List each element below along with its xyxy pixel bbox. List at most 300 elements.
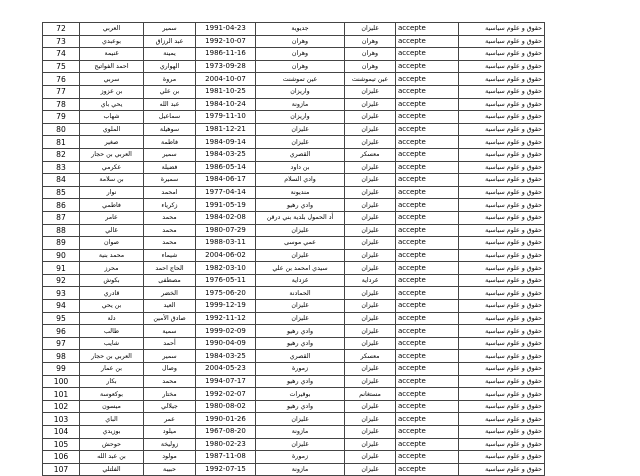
status-cell: accepte (396, 388, 459, 401)
wilaya-cell: غليزان (345, 136, 396, 149)
status-cell: accepte (396, 224, 459, 237)
wilaya-cell: وهران (345, 48, 396, 61)
row-number-cell: 76 (43, 73, 80, 86)
first-name-cell: زوليخة (144, 438, 196, 451)
specialty-cell: حقوق و علوم سياسية (459, 262, 545, 275)
last-name-cell: شهاب (80, 111, 144, 124)
specialty-cell: حقوق و علوم سياسية (459, 337, 545, 350)
specialty-cell: حقوق و علوم سياسية (459, 35, 545, 48)
table-row (43, 161, 545, 174)
wilaya-cell: غليزان (345, 237, 396, 250)
table-row (43, 48, 545, 61)
wilaya-cell: غليزان (345, 300, 396, 313)
table-row (43, 136, 545, 149)
last-name-cell: بن عزوز (80, 85, 144, 98)
row-number-cell: 100 (43, 375, 80, 388)
birth-place-cell: غليزان (256, 312, 345, 325)
status-cell: accepte (396, 325, 459, 338)
birth-date-cell: 1994-07-17 (196, 375, 256, 388)
status-cell: accepte (396, 237, 459, 250)
first-name-cell: سماعيل (144, 111, 196, 124)
status-cell: accepte (396, 312, 459, 325)
specialty-cell: حقوق و علوم سياسية (459, 73, 545, 86)
wilaya-cell: غليزان (345, 85, 396, 98)
wilaya-cell: غليزان (345, 262, 396, 275)
specialty-cell: حقوق و علوم سياسية (459, 451, 545, 464)
first-name-cell: سمير (144, 148, 196, 161)
row-number-cell: 83 (43, 161, 80, 174)
birth-place-cell: غليزان (256, 413, 345, 426)
table-row (43, 211, 545, 224)
birth-date-cell: 1977-04-14 (196, 186, 256, 199)
table-row (43, 23, 545, 36)
row-number-cell: 94 (43, 300, 80, 313)
table-row (43, 237, 545, 250)
table-row (43, 148, 545, 161)
table-row (43, 60, 545, 73)
first-name-cell: مختار (144, 388, 196, 401)
last-name-cell: صوان (80, 237, 144, 250)
specialty-cell: حقوق و علوم سياسية (459, 426, 545, 439)
first-name-cell: محمد (144, 375, 196, 388)
birth-date-cell: 1984-02-08 (196, 211, 256, 224)
specialty-cell: حقوق و علوم سياسية (459, 123, 545, 136)
wilaya-cell: غليزان (345, 363, 396, 376)
first-name-cell: صادق الأمين (144, 312, 196, 325)
birth-date-cell: 1987-11-08 (196, 451, 256, 464)
birth-date-cell: 1999-12-19 (196, 300, 256, 313)
table-row (43, 111, 545, 124)
birth-place-cell: عين تموشنت (256, 73, 345, 86)
birth-date-cell: 2004-10-07 (196, 73, 256, 86)
table-row (43, 400, 545, 413)
status-cell: accepte (396, 211, 459, 224)
last-name-cell: بوعبدي (80, 35, 144, 48)
table-row (43, 451, 545, 464)
birth-place-cell: وهران (256, 60, 345, 73)
first-name-cell: محمد (144, 237, 196, 250)
wilaya-cell: وهران (345, 60, 396, 73)
last-name-cell: دلة (80, 312, 144, 325)
last-name-cell: بوكعوسة (80, 388, 144, 401)
wilaya-cell: غليزان (345, 337, 396, 350)
status-cell: accepte (396, 274, 459, 287)
status-cell: accepte (396, 451, 459, 464)
specialty-cell: حقوق و علوم سياسية (459, 350, 545, 363)
first-name-cell: الهواري (144, 60, 196, 73)
birth-place-cell: جديوية (256, 23, 345, 36)
birth-place-cell: مازونة (256, 463, 345, 476)
first-name-cell: عبد الله (144, 98, 196, 111)
birth-date-cell: 1992-02-07 (196, 388, 256, 401)
status-cell: accepte (396, 111, 459, 124)
specialty-cell: حقوق و علوم سياسية (459, 413, 545, 426)
first-name-cell: سمية (144, 325, 196, 338)
birth-place-cell: القصري (256, 350, 345, 363)
status-cell: accepte (396, 413, 459, 426)
row-number-cell: 103 (43, 413, 80, 426)
row-number-cell: 95 (43, 312, 80, 325)
status-cell: accepte (396, 136, 459, 149)
row-number-cell: 105 (43, 438, 80, 451)
row-number-cell: 106 (43, 451, 80, 464)
wilaya-cell: عين تيموشنت (345, 73, 396, 86)
status-cell: accepte (396, 438, 459, 451)
birth-place-cell: سيدي امحمد بن علي (256, 262, 345, 275)
last-name-cell: بوزيدي (80, 426, 144, 439)
table-row (43, 73, 545, 86)
last-name-cell: العربي (80, 23, 144, 36)
last-name-cell: طالب (80, 325, 144, 338)
birth-place-cell: وادي رهيو (256, 400, 345, 413)
last-name-cell: شايب (80, 337, 144, 350)
row-number-cell: 78 (43, 98, 80, 111)
specialty-cell: حقوق و علوم سياسية (459, 375, 545, 388)
birth-place-cell: الحمادنة (256, 287, 345, 300)
row-number-cell: 85 (43, 186, 80, 199)
row-number-cell: 101 (43, 388, 80, 401)
birth-place-cell: أد الحمول بلدية بني درقن (256, 211, 345, 224)
last-name-cell: بن سلامة (80, 174, 144, 187)
results-table (42, 22, 545, 476)
birth-date-cell: 1980-07-29 (196, 224, 256, 237)
specialty-cell: حقوق و علوم سياسية (459, 174, 545, 187)
status-cell: accepte (396, 148, 459, 161)
first-name-cell: مصطفى (144, 274, 196, 287)
first-name-cell: شيماء (144, 249, 196, 262)
birth-place-cell: بن داود (256, 161, 345, 174)
table-row (43, 388, 545, 401)
first-name-cell: العيد (144, 300, 196, 313)
row-number-cell: 73 (43, 35, 80, 48)
birth-date-cell: 1984-10-24 (196, 98, 256, 111)
wilaya-cell: غليزان (345, 211, 396, 224)
birth-date-cell: 1999-02-09 (196, 325, 256, 338)
wilaya-cell: غليزان (345, 375, 396, 388)
wilaya-cell: معسكر (345, 350, 396, 363)
specialty-cell: حقوق و علوم سياسية (459, 300, 545, 313)
table-row (43, 337, 545, 350)
last-name-cell: بكار (80, 375, 144, 388)
table-row (43, 123, 545, 136)
status-cell: accepte (396, 350, 459, 363)
birth-date-cell: 1984-03-25 (196, 148, 256, 161)
last-name-cell: الباي (80, 413, 144, 426)
wilaya-cell: غليزان (345, 249, 396, 262)
table-row (43, 35, 545, 48)
specialty-cell: حقوق و علوم سياسية (459, 237, 545, 250)
specialty-cell: حقوق و علوم سياسية (459, 85, 545, 98)
table-row (43, 174, 545, 187)
birth-date-cell: 1984-03-25 (196, 350, 256, 363)
row-number-cell: 104 (43, 426, 80, 439)
status-cell: accepte (396, 60, 459, 73)
birth-date-cell: 1991-04-23 (196, 23, 256, 36)
birth-date-cell: 1982-03-10 (196, 262, 256, 275)
first-name-cell: بن علي (144, 85, 196, 98)
specialty-cell: حقوق و علوم سياسية (459, 186, 545, 199)
birth-place-cell: وادي رهيو (256, 199, 345, 212)
last-name-cell: قادري (80, 287, 144, 300)
birth-place-cell: وادي رهيو (256, 337, 345, 350)
row-number-cell: 79 (43, 111, 80, 124)
status-cell: accepte (396, 262, 459, 275)
specialty-cell: حقوق و علوم سياسية (459, 363, 545, 376)
row-number-cell: 81 (43, 136, 80, 149)
birth-date-cell: 1988-03-11 (196, 237, 256, 250)
first-name-cell: وصال (144, 363, 196, 376)
birth-place-cell: غليزان (256, 136, 345, 149)
wilaya-cell: غليزان (345, 325, 396, 338)
table-row (43, 463, 545, 476)
status-cell: accepte (396, 174, 459, 187)
last-name-cell: عامر (80, 211, 144, 224)
birth-place-cell: مازونة (256, 426, 345, 439)
table-row (43, 363, 545, 376)
birth-place-cell: غليزان (256, 300, 345, 313)
specialty-cell: حقوق و علوم سياسية (459, 161, 545, 174)
wilaya-cell: غليزان (345, 413, 396, 426)
birth-place-cell: غليزان (256, 224, 345, 237)
table-row (43, 325, 545, 338)
row-number-cell: 107 (43, 463, 80, 476)
first-name-cell: أحمد (144, 337, 196, 350)
birth-date-cell: 1992-11-12 (196, 312, 256, 325)
status-cell: accepte (396, 400, 459, 413)
birth-date-cell: 1984-06-17 (196, 174, 256, 187)
row-number-cell: 84 (43, 174, 80, 187)
specialty-cell: حقوق و علوم سياسية (459, 224, 545, 237)
birth-date-cell: 1981-10-25 (196, 85, 256, 98)
wilaya-cell: غليزان (345, 174, 396, 187)
birth-place-cell: وادي رهيو (256, 325, 345, 338)
table-row (43, 98, 545, 111)
last-name-cell: الفلتلي (80, 463, 144, 476)
wilaya-cell: غليزان (345, 426, 396, 439)
last-name-cell: فاطمي (80, 199, 144, 212)
first-name-cell: عمر (144, 413, 196, 426)
row-number-cell: 96 (43, 325, 80, 338)
last-name-cell: صغير (80, 136, 144, 149)
birth-date-cell: 1979-11-10 (196, 111, 256, 124)
first-name-cell: زكرياء (144, 199, 196, 212)
specialty-cell: حقوق و علوم سياسية (459, 274, 545, 287)
table-row (43, 262, 545, 275)
table-row (43, 274, 545, 287)
birth-date-cell: 1981-12-21 (196, 123, 256, 136)
row-number-cell: 91 (43, 262, 80, 275)
wilaya-cell: غليزان (345, 23, 396, 36)
specialty-cell: حقوق و علوم سياسية (459, 98, 545, 111)
first-name-cell: الحاج احمد (144, 262, 196, 275)
birth-place-cell: غليزان (256, 123, 345, 136)
birth-place-cell: مازونة (256, 98, 345, 111)
row-number-cell: 88 (43, 224, 80, 237)
status-cell: accepte (396, 249, 459, 262)
specialty-cell: حقوق و علوم سياسية (459, 287, 545, 300)
table-row (43, 413, 545, 426)
birth-place-cell: بوقيرات (256, 388, 345, 401)
table-row (43, 438, 545, 451)
specialty-cell: حقوق و علوم سياسية (459, 325, 545, 338)
birth-place-cell: وادي رهيو (256, 375, 345, 388)
birth-place-cell: غليزان (256, 438, 345, 451)
last-name-cell: بكوش (80, 274, 144, 287)
last-name-cell: غالي (80, 224, 144, 237)
row-number-cell: 80 (43, 123, 80, 136)
status-cell: accepte (396, 363, 459, 376)
row-number-cell: 93 (43, 287, 80, 300)
wilaya-cell: وهران (345, 35, 396, 48)
last-name-cell: ميسون (80, 400, 144, 413)
status-cell: accepte (396, 375, 459, 388)
status-cell: accepte (396, 85, 459, 98)
table-row (43, 287, 545, 300)
first-name-cell: الخضر (144, 287, 196, 300)
specialty-cell: حقوق و علوم سياسية (459, 199, 545, 212)
row-number-cell: 77 (43, 85, 80, 98)
table-row (43, 300, 545, 313)
first-name-cell: مروة (144, 73, 196, 86)
specialty-cell: حقوق و علوم سياسية (459, 249, 545, 262)
birth-date-cell: 1991-05-19 (196, 199, 256, 212)
status-cell: accepte (396, 186, 459, 199)
specialty-cell: حقوق و علوم سياسية (459, 400, 545, 413)
birth-date-cell: 1990-04-09 (196, 337, 256, 350)
birth-date-cell: 1967-08-20 (196, 426, 256, 439)
last-name-cell: عكرمي (80, 161, 144, 174)
first-name-cell: فضيلة (144, 161, 196, 174)
specialty-cell: حقوق و علوم سياسية (459, 111, 545, 124)
wilaya-cell: غليزان (345, 123, 396, 136)
birth-place-cell: عمي موسى (256, 237, 345, 250)
wilaya-cell: غليزان (345, 199, 396, 212)
last-name-cell: غنيمة (80, 48, 144, 61)
last-name-cell: محمد بنية (80, 249, 144, 262)
birth-date-cell: 2004-06-02 (196, 249, 256, 262)
birth-date-cell: 1975-06-20 (196, 287, 256, 300)
birth-place-cell: زمورة (256, 363, 345, 376)
birth-place-cell: منديونة (256, 186, 345, 199)
wilaya-cell: غليزان (345, 98, 396, 111)
wilaya-cell: غليزان (345, 312, 396, 325)
row-number-cell: 82 (43, 148, 80, 161)
birth-place-cell: زمورة (256, 451, 345, 464)
last-name-cell: نوار (80, 186, 144, 199)
first-name-cell: يمينة (144, 48, 196, 61)
last-name-cell: العربي بن حجار (80, 350, 144, 363)
first-name-cell: سمير (144, 23, 196, 36)
birth-place-cell: القصري (256, 148, 345, 161)
birth-place-cell: وهران (256, 48, 345, 61)
status-cell: accepte (396, 48, 459, 61)
specialty-cell: حقوق و علوم سياسية (459, 388, 545, 401)
birth-place-cell: غزداية (256, 274, 345, 287)
row-number-cell: 97 (43, 337, 80, 350)
first-name-cell: محمد (144, 211, 196, 224)
birth-place-cell: غليزان (256, 249, 345, 262)
last-name-cell: بن عمار (80, 363, 144, 376)
last-name-cell: العربي بن حجار (80, 148, 144, 161)
table-row (43, 350, 545, 363)
specialty-cell: حقوق و علوم سياسية (459, 60, 545, 73)
table-row (43, 312, 545, 325)
birth-date-cell: 1986-05-14 (196, 161, 256, 174)
wilaya-cell: غليزان (345, 287, 396, 300)
birth-place-cell: واريزان (256, 85, 345, 98)
last-name-cell: بن عبد الله (80, 451, 144, 464)
status-cell: accepte (396, 300, 459, 313)
wilaya-cell: غليزان (345, 463, 396, 476)
wilaya-cell: غليزان (345, 451, 396, 464)
birth-date-cell: 1992-07-15 (196, 463, 256, 476)
last-name-cell: سربي (80, 73, 144, 86)
row-number-cell: 98 (43, 350, 80, 363)
table-row (43, 426, 545, 439)
wilaya-cell: غرداية (345, 274, 396, 287)
status-cell: accepte (396, 287, 459, 300)
specialty-cell: حقوق و علوم سياسية (459, 148, 545, 161)
status-cell: accepte (396, 426, 459, 439)
wilaya-cell: غليزان (345, 438, 396, 451)
row-number-cell: 89 (43, 237, 80, 250)
status-cell: accepte (396, 199, 459, 212)
status-cell: accepte (396, 35, 459, 48)
birth-date-cell: 1976-05-11 (196, 274, 256, 287)
birth-date-cell: 1986-11-16 (196, 48, 256, 61)
row-number-cell: 72 (43, 23, 80, 36)
status-cell: accepte (396, 123, 459, 136)
first-name-cell: عبد الرزاق (144, 35, 196, 48)
status-cell: accepte (396, 73, 459, 86)
table-row (43, 199, 545, 212)
row-number-cell: 74 (43, 48, 80, 61)
birth-date-cell: 2004-05-23 (196, 363, 256, 376)
first-name-cell: سميرة (144, 174, 196, 187)
status-cell: accepte (396, 463, 459, 476)
status-cell: accepte (396, 337, 459, 350)
last-name-cell: احمد الفواتيح (80, 60, 144, 73)
first-name-cell: امحمد (144, 186, 196, 199)
birth-date-cell: 1992-10-07 (196, 35, 256, 48)
specialty-cell: حقوق و علوم سياسية (459, 23, 545, 36)
birth-date-cell: 1990-01-26 (196, 413, 256, 426)
table-row (43, 249, 545, 262)
birth-date-cell: 1980-02-23 (196, 438, 256, 451)
first-name-cell: سمير (144, 350, 196, 363)
birth-place-cell: واريزان (256, 111, 345, 124)
birth-date-cell: 1984-09-14 (196, 136, 256, 149)
birth-date-cell: 1980-08-02 (196, 400, 256, 413)
row-number-cell: 86 (43, 199, 80, 212)
first-name-cell: سوهيلة (144, 123, 196, 136)
birth-date-cell: 1973-09-28 (196, 60, 256, 73)
status-cell: accepte (396, 161, 459, 174)
status-cell: accepte (396, 23, 459, 36)
row-number-cell: 99 (43, 363, 80, 376)
wilaya-cell: غليزان (345, 400, 396, 413)
table-body (43, 23, 545, 476)
status-cell: accepte (396, 98, 459, 111)
wilaya-cell: غليزان (345, 224, 396, 237)
first-name-cell: محمد (144, 224, 196, 237)
specialty-cell: حقوق و علوم سياسية (459, 48, 545, 61)
wilaya-cell: معسكر (345, 148, 396, 161)
row-number-cell: 102 (43, 400, 80, 413)
specialty-cell: حقوق و علوم سياسية (459, 438, 545, 451)
specialty-cell: حقوق و علوم سياسية (459, 312, 545, 325)
last-name-cell: يحي باي (80, 98, 144, 111)
